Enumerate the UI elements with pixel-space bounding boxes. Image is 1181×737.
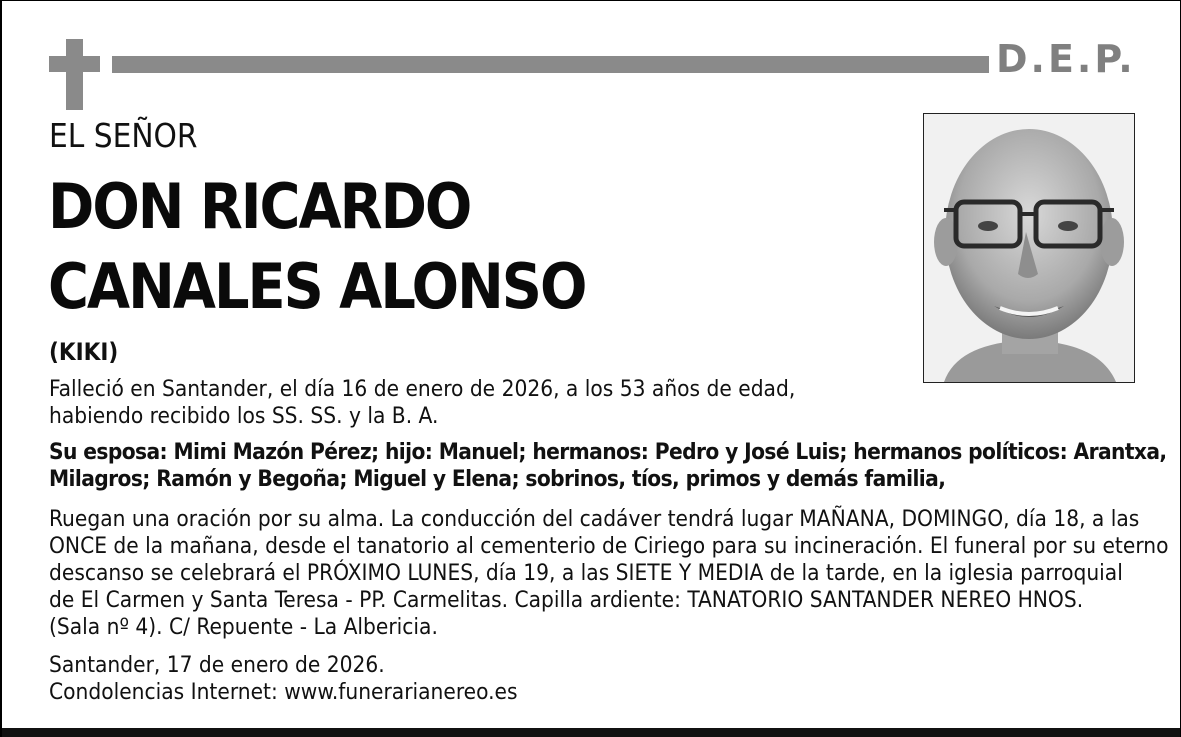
nickname: (KIKI) (49, 338, 119, 366)
cross-icon (49, 39, 100, 110)
death-notice-line: Falleció en Santander, el día 16 de enero de 2026, a los 53 años de edad, (49, 376, 796, 402)
portrait-illustration (924, 114, 1134, 382)
portrait-photo (923, 113, 1135, 383)
death-notice-line: habiendo recibido los SS. SS. y la B. A. (49, 403, 439, 429)
family-list (49, 439, 1167, 493)
bottom-border (2, 728, 1180, 737)
service-line: de El Carmen y Santa Teresa - PP. Carmelitas. Capilla ardiente: TANATORIO SANTANDER NEREO HNOS. (49, 587, 1084, 613)
deceased-name (48, 167, 585, 327)
header-rule (112, 56, 989, 73)
service-line: ONCE de la mañana, desde el tanatorio al cementerio de Ciriego para su incineración. El funeral por su eterno (49, 533, 1169, 559)
family-line: Su esposa: Mimi Mazón Pérez; hijo: Manuel; hermanos: Pedro y José Luis; hermanos políticos: Arantxa, (49, 439, 1167, 465)
footer-date: Santander, 17 de enero de 2026. (49, 652, 385, 678)
service-line: (Sala nº 4). C/ Repuente - La Albericia. (49, 614, 438, 640)
service-line: descanso se celebrará el PRÓXIMO LUNES, día 19, a las SIETE Y MEDIA de la tarde, en la iglesia parroquial (49, 560, 1123, 586)
service-info (49, 506, 1168, 641)
family-line: Milagros; Ramón y Begoña; Miguel y Elena; sobrinos, tíos, primos y demás familia, (49, 466, 946, 492)
name-line-1: DON RICARDO (48, 170, 471, 243)
name-line-2: CANALES ALONSO (48, 250, 586, 323)
title-line: EL SEÑOR (49, 116, 198, 155)
dep-label: D.E.P. (996, 37, 1136, 81)
footer (49, 652, 518, 706)
footer-condolences: Condolencias Internet: www.funerarianereo.es (49, 679, 518, 705)
service-line: Ruegan una oración por su alma. La conducción del cadáver tendrá lugar MAÑANA, DOMINGO, día 18, a las (49, 506, 1140, 532)
death-notice (49, 376, 795, 430)
